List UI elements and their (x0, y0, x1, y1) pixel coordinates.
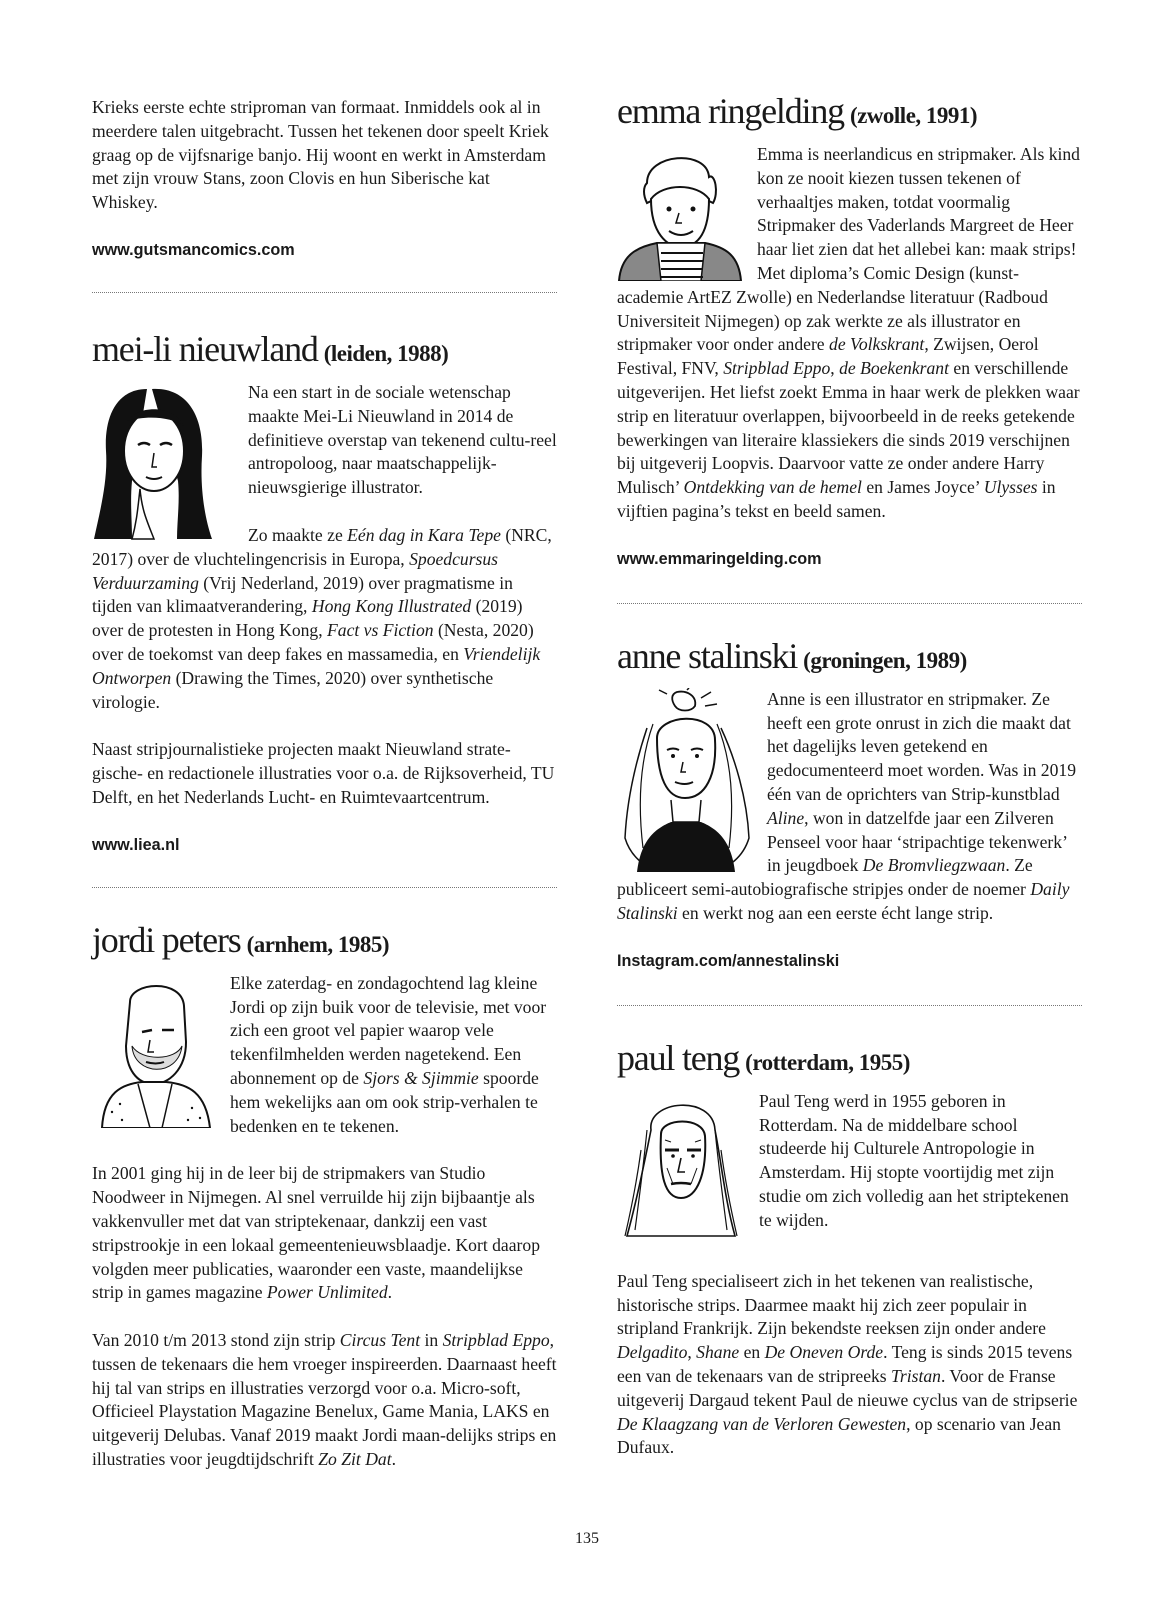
liea-url[interactable]: www.liea.nl (92, 835, 180, 854)
paul-paragraph-2: Paul Teng specialiseert zich in het tekenen van realistische, historische strips. Daarmee maakt hij zich zeer populair in stripland Frankrijk. Zijn bekendste reeksen zijn onder andere Delgadito, Shane en De Oneven Orde. Teng is sinds 2015 tevens een van de tekenaars van de stripreeks Tristan. Voor de Franse uitgeverij Dargaud tekent Paul de nieuwe cyclus van de stripserie De Klaagzang van de Verloren Gewesten, op scenario van Jean Dufaux. (617, 1270, 1078, 1458)
anne-heading (617, 635, 1082, 676)
jordi-heading (92, 919, 557, 960)
paul-paragraph-1: Paul Teng werd in 1955 geboren in Rotterdam. Na de middelbare school studeerde hij Culturele Antropologie in Amsterdam. Hij stopte voortijdig met zijn studie om zich volledig aan het striptekenen te wijden. (759, 1090, 1069, 1230)
anne-meta: (groningen, 1989) (803, 647, 967, 673)
meili-portrait (92, 381, 248, 545)
anne-paragraph: Anne is een illustrator en stripmaker. Ze heeft een grote onrust in zich die maakt dat het dagelijks leven getekend en gedocumenteerd moet worden. Was in 2019 één van de oprichters van Strip-kunstblad Aline, won in datzelfde jaar een Zilveren Penseel voor haar ‘stripachtige tekenwerk’ in jeugdboek De Bromvliegzwaan. Ze publiceert semi-autobiografische stripjes onder de noemer Daily Stalinski en werkt nog aan een eerste écht lange strip. (617, 688, 1076, 923)
meili-heading (92, 328, 557, 369)
emma-url[interactable]: www.emmaringelding.com (617, 549, 822, 568)
jordi-meta: (arnhem, 1985) (246, 931, 390, 957)
emma-paragraph: Emma is neerlandicus en stripmaker. Als kind kon ze nooit kiezen tussen tekenen of verhaaltjes maken, totdat voormalig Stripmaker des Vaderlands Margreet de Heer haar liet zien dat het allebei kan: maak strips! Met diploma’s Comic Design (kunst-academie ArtEZ Zwolle) en Nederlandse literatuur (Radboud Universiteit Nijmegen) op zak werkte ze als illustrator en stripmaker voor onder andere de Volkskrant, Zwijsen, Oerol Festival, FNV, Stripblad Eppo, de Boekenkrant en verschillende uitgeverijen. Het liefst zoekt Emma in haar werk de plekken waar strip en literatuur overlappen, bijvoorbeeld in de reeks getekende bewerkingen van literaire klassiekers die sinds 2019 verschijnen bij uitgeverij Loopvis. Daarvoor vatte ze onder andere Harry Mulisch’ Ontdekking van de hemel en James Joyce’ Ulysses in vijftien pagina’s tekst en beeld samen. (617, 144, 1080, 521)
emma-portrait (617, 143, 757, 283)
jordi-portrait (92, 972, 230, 1136)
paul-name: paul teng (617, 1037, 740, 1078)
meili-paragraph-1: Na een start in de sociale wetenschap maakte Mei-Li Nieuwland in 2014 de definitieve overstap van tekenend cultu-reel antropoloog, naar maatschappelijk-nieuwsgierige illustrator. (248, 381, 557, 498)
meili-meta: (leiden, 1988) (323, 340, 449, 366)
anne-name: anne stalinski (617, 635, 798, 676)
paul-portrait (617, 1090, 759, 1252)
gutsman-url[interactable]: www.gutsmancomics.com (92, 240, 295, 259)
anne-portrait (617, 688, 767, 878)
emma-heading (617, 93, 1082, 129)
meili-paragraph-3: Naast stripjournalistieke projecten maakt Nieuwland strate-gische- en redactionele illustraties voor o.a. de Rijksoverheid, TU Delft, en het Nederlands Lucht- en Ruimtevaartcentrum. (92, 739, 555, 807)
emma-meta: (zwolle, 1991) (849, 103, 978, 128)
page-number: 135 (575, 1530, 599, 1547)
paul-heading (617, 1037, 1082, 1078)
jordi-paragraph-2: In 2001 ging hij in de leer bij de stripmakers van Studio Noodweer in Nijmegen. Al snel verruilde hij zijn bijbaantje als vakkenvuller met dat van striptekenaar, dankzij een vast stripstrookje in een lokaal gemeentenieuwsblaadje. Kort daarop volgden meer publicaties, waaronder een vaste, maandelijkse strip in games magazine Power Unlimited. (92, 1163, 540, 1303)
paul-meta: (rotterdam, 1955) (745, 1049, 910, 1075)
jordi-paragraph-1: Elke zaterdag- en zondagochtend lag kleine Jordi op zijn buik voor de televisie, met voor zich een groot vel papier waarop vele tekenfilmhelden werden nagetekend. Een abonnement op de Sjors & Sjimmie spoorde hem wekelijks aan om ook strip-verhalen te bedenken en te tekenen. (230, 972, 547, 1136)
meili-paragraph-2: Zo maakte ze Eén dag in Kara Tepe (NRC, 2017) over de vluchtelingencrisis in Europa, Spoedcursus Verduurzaming (Vrij Nederland, 2019) over pragmatisme in tijden van klimaatverandering, Hong Kong Illustrated (2019) over de protesten in Hong Kong, Fact vs Fiction (Nesta, 2020) over de toekomst van deep fakes en massamedia, en Vriendelijk Ontworpen (Drawing the Times, 2020) over synthetische virologie. (92, 524, 552, 712)
emma-name: emma ringelding (617, 91, 844, 131)
anne-url[interactable]: Instagram.com/annestalinski (617, 951, 840, 970)
jordi-paragraph-3: Van 2010 t/m 2013 stond zijn strip Circus Tent in Stripblad Eppo, tussen de tekenaars die hem vroeger inspireerden. Daarnaast heeft hij tal van strips en illustraties verzorgd voor o.a. Micro-soft, Officieel Playstation Magazine Benelux, Game Mania, LAKS en uitgeverij Delubas. Vanaf 2019 maakt Jordi maan-delijks strips en illustraties voor jeugdtijdschrift Zo Zit Dat. (92, 1330, 557, 1470)
jordi-name: jordi peters (92, 919, 241, 960)
right-column (617, 0, 1082, 1460)
left-column (92, 0, 557, 1472)
intro-paragraph: Krieks eerste echte striproman van formaat. Inmiddels ook al in meerdere talen uitgebracht. Tussen het tekenen door speelt Kriek graag op de vijfsnarige banjo. Hij woont en werkt in Amsterdam met zijn vrouw Stans, zoon Clovis en hun Siberische kat Whiskey. (92, 97, 549, 213)
meili-name: mei-li nieuwland (92, 328, 318, 369)
